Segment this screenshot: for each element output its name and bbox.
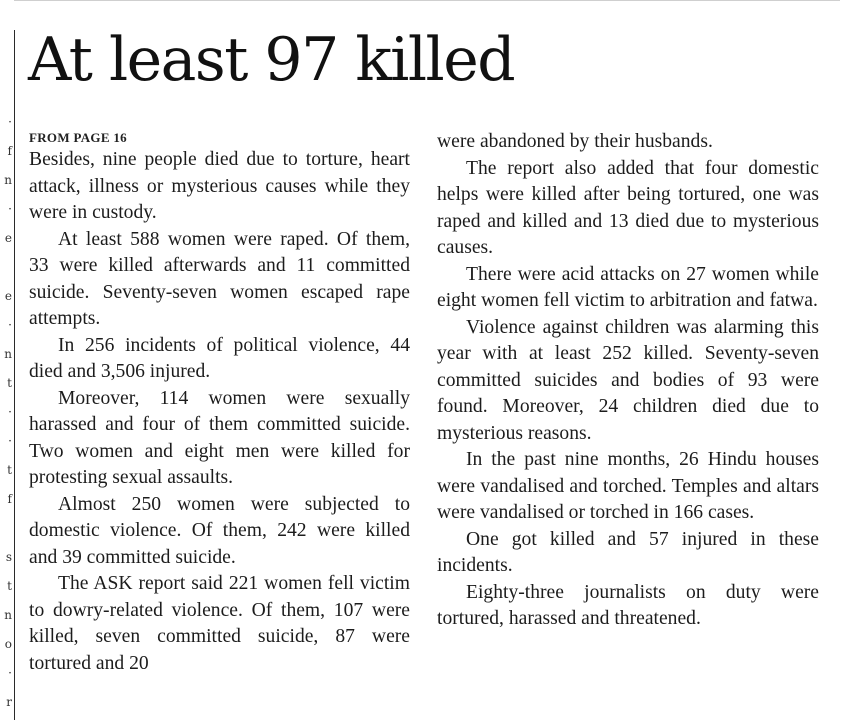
edge-fragment: t xyxy=(7,579,12,593)
edge-fragment: · xyxy=(8,434,12,448)
paragraph: Eighty-three journalists on duty were tortured, harassed and threatened. xyxy=(437,581,819,629)
edge-fragment xyxy=(0,253,12,282)
adjacent-column-fragments xyxy=(0,108,12,717)
edge-fragment xyxy=(0,514,12,543)
column-divider xyxy=(14,30,15,720)
paragraph: Almost 250 women were subjected to domestic violence. Of them, 242 were killed and 39 committed suicide. xyxy=(29,493,410,568)
paragraph: There were acid attacks on 27 women while eight women fell victim to arbitration and fatwa. xyxy=(437,263,819,311)
paragraph: Moreover, 114 women were sexually harassed and four of them committed suicide. Two women and eight men were killed for protesting sexual assaults. xyxy=(29,387,410,488)
paragraph: One got killed and 57 injured in these incidents. xyxy=(437,528,819,576)
edge-fragment: · xyxy=(8,202,12,216)
edge-fragment: n xyxy=(4,173,12,187)
edge-fragment: t xyxy=(7,463,12,477)
paragraph: In the past nine months, 26 Hindu houses were vandalised and torched. Temples and altars were vandalised or torched in 166 cases. xyxy=(437,449,819,523)
edge-fragment: t xyxy=(7,376,12,390)
article-column-right xyxy=(437,129,819,633)
edge-fragment: · xyxy=(8,666,12,680)
edge-fragment: f xyxy=(7,492,12,506)
edge-fragment: o xyxy=(4,637,12,651)
top-rule xyxy=(14,0,840,1)
article-column-left xyxy=(29,128,410,677)
edge-fragment: f xyxy=(7,144,12,158)
dateline: FROM PAGE 16 xyxy=(29,130,127,145)
edge-fragment: · xyxy=(8,115,12,129)
paragraph: were abandoned by their husbands. xyxy=(437,131,713,152)
edge-fragment: n xyxy=(4,347,12,361)
paragraph: Violence against children was alarming this year with at least 252 killed. Seventy-seven committed suicides and bodies of 93 were found. Moreover, 24 children died due to mysterious reasons. xyxy=(437,316,819,444)
edge-fragment: n xyxy=(4,608,12,622)
paragraph: The ASK report said 221 women fell victim to dowry-related violence. Of them, 107 were killed, seven committed suicide, 87 were tortured and 20 xyxy=(29,573,410,674)
paragraph: At least 588 women were raped. Of them, 33 were killed afterwards and 11 committed suicide. Seventy-seven women escaped rape attempts. xyxy=(29,228,410,329)
edge-fragment: e xyxy=(4,289,12,303)
edge-fragment: · xyxy=(8,405,12,419)
paragraph: Besides, nine people died due to torture, heart attack, illness or mysterious causes while they were in custody. xyxy=(29,149,410,223)
headline: At least 97 killed xyxy=(28,25,515,95)
paragraph: In 256 incidents of political violence, 44 died and 3,506 injured. xyxy=(29,334,410,382)
edge-fragment: r xyxy=(6,695,12,709)
edge-fragment: s xyxy=(5,550,12,564)
edge-fragment: · xyxy=(8,318,12,332)
edge-fragment: e xyxy=(4,231,12,245)
paragraph: The report also added that four domestic helps were killed after being tortured, one was raped and killed and 13 died due to mysterious causes. xyxy=(437,157,819,258)
